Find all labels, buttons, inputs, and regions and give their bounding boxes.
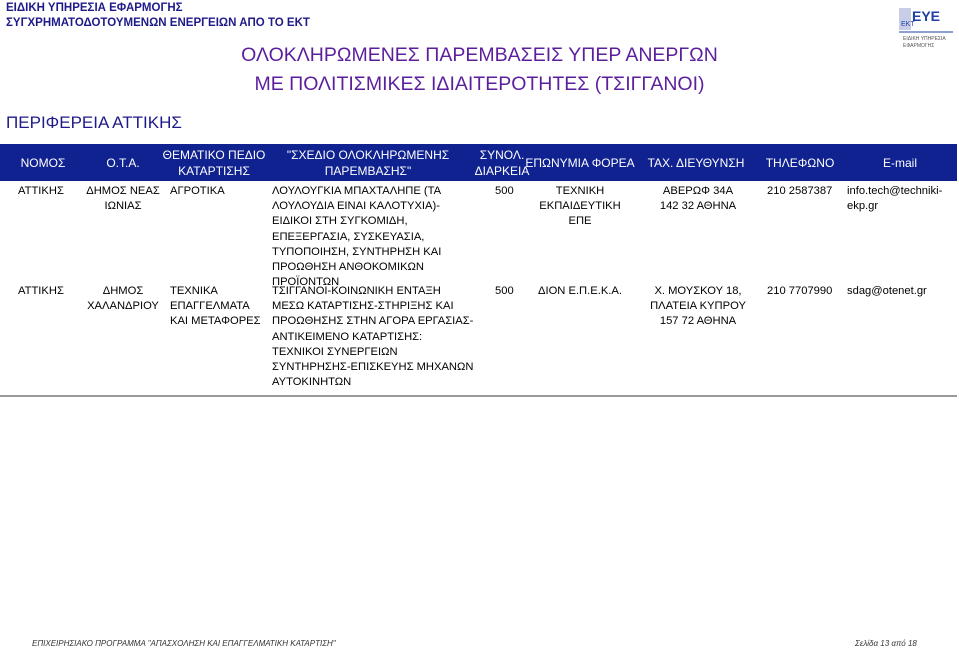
row1-nomos: ΑΤΤΙΚΗΣ [18,185,64,197]
row2-nomos: ΑΤΤΙΚΗΣ [18,285,64,297]
page-title-line2: ΜΕ ΠΟΛΙΤΙΣΜΙΚΕΣ ΙΔΙΑΙΤΕΡΟΤΗΤΕΣ (ΤΣΙΓΓΑΝΟΙ) [254,73,705,95]
col-header-nomos: ΝΟΜΟΣ [20,156,66,170]
results-table [0,144,957,397]
row1-address: ΑΒΕΡΩΦ 34Α 142 32 ΑΘΗΝΑ [659,185,737,213]
row2-email[interactable]: sdag@otenet.gr [847,285,927,297]
svg-text:ΕΚΤ: ΕΚΤ [901,21,915,28]
col-header-pedio: ΘΕΜΑΤΙΚΟ ΠΕΔΙΟ ΚΑΤΑΡΤΙΣΗΣ [162,148,266,178]
col-header-ota: Ο.Τ.Α. [106,156,140,170]
footer-page-number: Σελίδα 13 από 18 [855,639,917,648]
logo-caption-2: ΕΦΑΡΜΟΓΗΣ [903,43,935,49]
row1-foreas: ΤΕΧΝΙΚΗ ΕΚΠΑΙΔΕΥΤΙΚΗ ΕΠΕ [539,185,621,228]
row1-ota: ΔΗΜΟΣ ΝΕΑΣ ΙΩΝΙΑΣ [86,185,160,213]
agency-name-line1: ΕΙΔΙΚΗ ΥΠΗΡΕΣΙΑ ΕΦΑΡΜΟΓΗΣ [6,2,183,14]
col-header-diarkeia: ΣΥΝΟΛ. ΔΙΑΡΚΕΙΑ [474,148,530,178]
row1-diarkeia: 500 [495,185,514,197]
row2-sxedio: ΤΣΙΓΓΑΝΟΙ-ΚΟΙΝΩΝΙΚΗ ΕΝΤΑΞΗ ΜΕΣΩ ΚΑΤΑΡΤΙΣΗΣ-ΣΤΗΡΙΞΗΣ ΚΑΙ ΠΡΟΩΘΗΣΗΣ ΣΤΗΝ ΑΓΟΡΑ ΕΡΓΑΣΙΑΣ- ΑΝΤΙΚΕΙΜΕΝΟ ΚΑΤΑΡΤΙΣΗΣ: ΤΕΧΝΙΚΟΙ ΣΥΝΕΡΓΕΙΩΝ ΣΥΝΤΗΡΗΣΗΣ-ΕΠΙΣΚΕΥΗΣ ΜΗΧΑΝΩΝ ΑΥΤΟΚΙΝΗΤΩΝ [272,285,474,389]
col-header-sxedio: "ΣΧΕΔΙΟ ΟΛΟΚΛΗΡΩΜΕΝΗΣ ΠΑΡΕΜΒΑΣΗΣ" [286,148,450,178]
page-title-line1: ΟΛΟΚΛΗΡΩΜΕΝΕΣ ΠΑΡΕΜΒΑΣΕΙΣ ΥΠΕΡ ΑΝΕΡΓΩΝ [241,44,718,66]
col-header-address: ΤΑΧ. ΔΙΕΥΘΥΝΣΗ [647,156,745,170]
region-title: ΠΕΡΙΦΕΡΕΙΑ ΑΤΤΙΚΗΣ [6,113,182,132]
row2-foreas: ΔΙΟΝ Ε.Π.Ε.Κ.Α. [538,285,622,297]
row2-phone: 210 7707990 [767,285,833,297]
agency-name-line2: ΣΥΓΧΡΗΜΑΤΟΔΟΤΟΥΜΕΝΩΝ ΕΝΕΡΓΕΙΩΝ ΑΠΟ ΤΟ ΕΚΤ [6,17,310,29]
row2-address: Χ. ΜΟΥΣΚΟΥ 18, ΠΛΑΤΕΙΑ ΚΥΠΡΟΥ 157 72 ΑΘΗΝΑ [650,285,746,328]
col-header-email: E-mail [882,156,917,170]
row2-diarkeia: 500 [495,285,514,297]
row2-pedio: ΤΕΧΝΙΚΑ ΕΠΑΓΓΕΛΜΑΤΑ ΚΑΙ ΜΕΤΑΦΟΡΕΣ [170,285,261,328]
row1-sxedio: ΛΟΥΛΟΥΓΚΙΑ ΜΠΑΧΤΑΛΗΠΕ (ΤΑ ΛΟΥΛΟΥΔΙΑ ΕΙΝΑΙ ΚΑΛΟΤΥΧΙΑ)- ΕΙΔΙΚΟΙ ΣΤΗ ΣΥΓΚΟΜΙΔΗ, ΕΠΕΞΕΡΓΑΣΙΑ, ΣΥΣΚΕΥΑΣΙΑ, ΤΥΠΟΠΟΙΗΣΗ, ΣΥΝΤΗΡΗΣΗ ΚΑΙ ΠΡΟΩΘΗΣΗ ΑΝΘΟΚΟΜΙΚΩΝ ΠΡΟΪΟΝΤΩΝ [272,185,442,289]
row1-email[interactable]: info.tech@techniki- ekp.gr [847,185,943,213]
svg-text:ΕΥΕ: ΕΥΕ [912,8,941,24]
footer-program: ΕΠΙΧΕΙΡΗΣΙΑΚΟ ΠΡΟΓΡΑΜΜΑ "ΑΠΑΣΧΟΛΗΣΗ ΚΑΙ ΕΠΑΓΓΕΛΜΑΤΙΚΗ ΚΑΤΑΡΤΙΣΗ" [32,639,336,648]
col-header-phone: ΤΗΛΕΦΩΝΟ [765,156,835,170]
row1-phone: 210 2587387 [767,185,833,197]
col-header-foreas: ΕΠΩΝΥΜΙΑ ΦΟΡΕΑ [525,156,635,170]
logo-caption-1: ΕΙΔΙΚΗ ΥΠΗΡΕΣΙΑ [903,36,946,42]
row1-pedio: ΑΓΡΟΤΙΚΑ [170,185,225,197]
row2-ota: ΔΗΜΟΣ ΧΑΛΑΝΔΡΙΟΥ [87,285,159,313]
